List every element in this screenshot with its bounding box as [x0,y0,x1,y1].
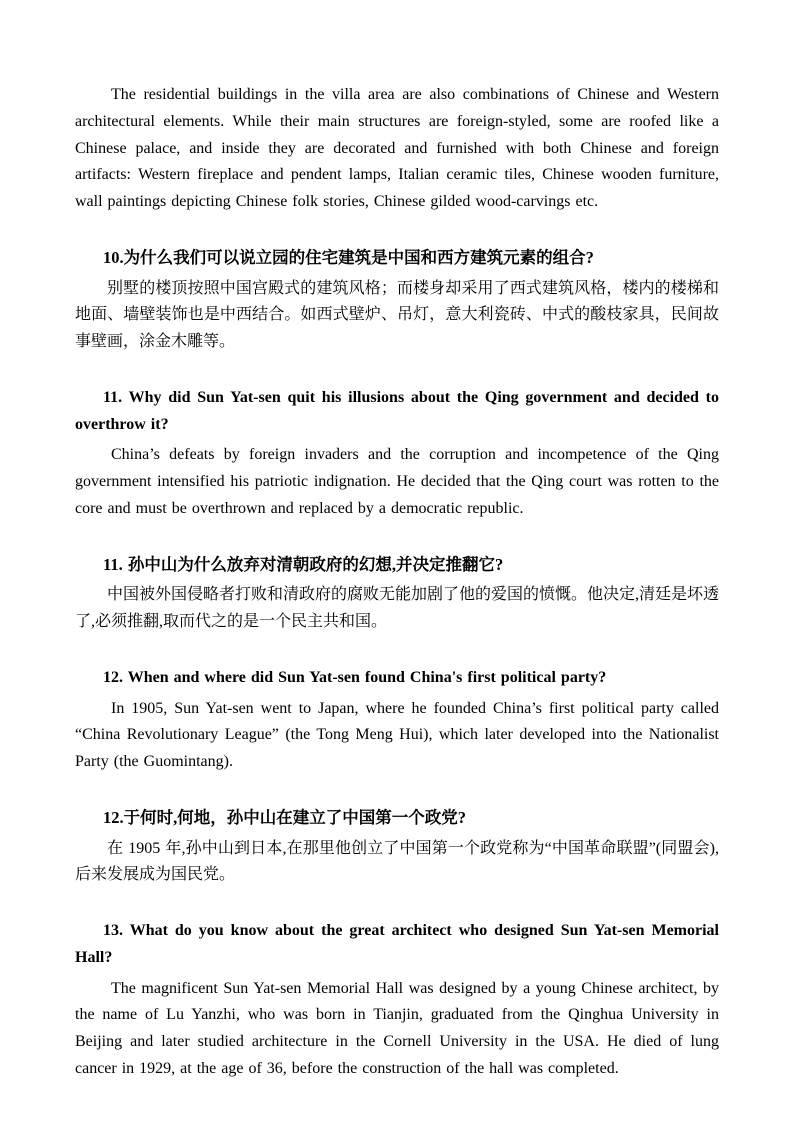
paragraph-answer-10-zh: 别墅的楼顶按照中国宫殿式的建筑风格；而楼身却采用了西式建筑风格，楼内的楼梯和地面、墙壁装饰也是中西结合。如西式壁炉、吊灯，意大利瓷砖、中式的酸枝家具，民间故事壁画，涂金木雕等。 [75,279,719,350]
heading-question-12-en: 12. When and where did Sun Yat-sen found China's first political party? [103,668,607,686]
document-content [75,82,719,1083]
paragraph-answer-12-zh: 在 1905 年,孙中山到日本,在那里他创立了中国第一个政党称为“中国革命联盟”(同盟会),后来发展成为国民党。 [75,839,719,884]
heading-question-11-en: 11. Why did Sun Yat-sen quit his illusions about the Qing government and decided to overthrow it? [75,388,719,433]
heading-question-11-zh: 11. 孙中山为什么放弃对清朝政府的幻想,并决定推翻它? [103,554,504,574]
paragraph-villa-buildings-en: The residential buildings in the villa area are also combinations of Chinese and Western architectural elements. While their main structures are foreign-styled, some are roofed like a Chinese palace, and inside they are decorated and furnished with both Chinese and foreign artifacts: Western fireplace and pendent lamps, Italian ceramic tiles, Chinese wooden furniture, wall paintings depicting Chinese folk stories, Chinese gilded wood-carvings etc. [75,86,719,210]
heading-question-13-en: 13. What do you know about the great architect who designed Sun Yat-sen Memorial Hall? [75,922,719,966]
paragraph-answer-13-en: The magnificent Sun Yat-sen Memorial Hall was designed by a young Chinese architect, by the name of Lu Yanzhi, who was born in Tianjin, graduated from the Qinghua University in Beijing and later studied architecture in the Cornell University in the USA. He died of lung cancer in 1929, at the age of 36, before the construction of the hall was completed. [75,979,719,1077]
paragraph-answer-11-en: China’s defeats by foreign invaders and the corruption and incompetence of the Qing government intensified his patriotic indignation. He decided that the Qing court was rotten to the core and must be overthrown and replaced by a democratic republic. [75,446,719,517]
paragraph-answer-12-en: In 1905, Sun Yat-sen went to Japan, where he founded China’s first political party called “China Revolutionary League” (the Tong Meng Hui), which later developed into the Nationalist Party (the Guomintang). [75,699,719,770]
heading-question-12-zh: 12.于何时,何地，孙中山在建立了中国第一个政党? [103,807,466,827]
paragraph-answer-11-zh: 中国被外国侵略者打败和清政府的腐败无能加剧了他的爱国的愤慨。他决定,清廷是坏透了,必须推翻,取而代之的是一个民主共和国。 [75,586,720,630]
heading-question-10-zh: 10.为什么我们可以说立园的住宅建筑是中国和西方建筑元素的组合? [103,247,594,267]
